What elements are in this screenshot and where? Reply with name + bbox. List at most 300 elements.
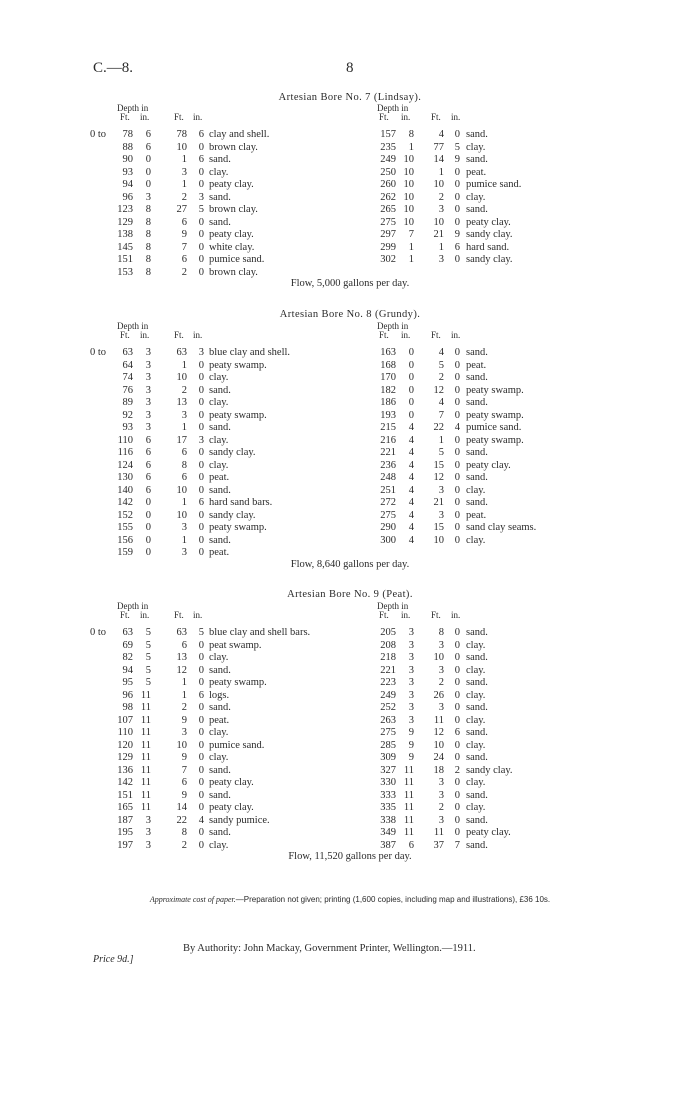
in-label: in.	[401, 330, 411, 340]
thickness-in: 0	[454, 739, 460, 751]
ft-label: Ft.	[431, 330, 441, 340]
stratum: sand.	[466, 397, 488, 408]
depth-ft: 157	[380, 129, 396, 140]
thickness-in: 0	[454, 752, 460, 763]
thickness-in: 0	[198, 739, 204, 751]
table-row	[375, 740, 605, 753]
depth-ft: 155	[117, 522, 133, 533]
thickness-ft: 15	[433, 459, 444, 471]
depth-in: 3	[145, 372, 151, 383]
thickness-in: 0	[454, 254, 460, 265]
thickness-ft: 2	[181, 191, 187, 203]
stratum: sand.	[209, 534, 231, 546]
table-row	[375, 510, 605, 523]
depth-in: 0	[145, 522, 151, 533]
stratum: sandy clay.	[466, 229, 513, 240]
stratum: sand.	[466, 702, 488, 713]
thickness-in: 3	[198, 347, 204, 358]
depth-ft: 299	[380, 241, 396, 253]
table-row	[90, 510, 340, 523]
stratum: sand.	[209, 702, 231, 713]
depth-ft: 263	[380, 714, 396, 726]
thickness-ft: 17	[176, 434, 187, 446]
table-row	[90, 497, 340, 510]
thickness-ft: 14	[176, 802, 187, 813]
ft-label: Ft.	[379, 330, 389, 340]
table-row	[375, 460, 605, 473]
stratum: sand.	[209, 789, 231, 801]
depth-ft: 182	[380, 384, 396, 396]
table-row	[375, 229, 605, 242]
thickness-ft: 3	[438, 639, 444, 651]
stratum: peaty swamp.	[209, 677, 267, 688]
depth-in: 5	[145, 664, 151, 676]
in-label: in.	[401, 610, 411, 620]
stratum: clay.	[209, 397, 229, 408]
stratum: peaty swamp.	[209, 522, 267, 533]
thickness-in: 0	[454, 409, 460, 421]
depth-ft: 163	[380, 347, 396, 358]
thickness-ft: 10	[176, 141, 187, 153]
depth-in: 0	[408, 397, 414, 408]
table-row	[90, 360, 340, 373]
table-row	[90, 815, 340, 828]
table-row	[90, 129, 340, 142]
depth-ft: 193	[380, 409, 396, 421]
depth-ft: 221	[380, 664, 396, 676]
thickness-in: 0	[454, 664, 460, 676]
table-row	[375, 640, 605, 653]
depth-ft: 208	[380, 639, 396, 651]
depth-ft: 262	[380, 191, 396, 203]
thickness-ft: 11	[433, 714, 444, 726]
depth-ft: 221	[380, 447, 396, 458]
depth-in: 11	[140, 752, 151, 763]
ft-label: Ft.	[174, 610, 184, 620]
depth-ft: 260	[380, 179, 396, 190]
printer-authority: By Authority: John Mackay, Government Printer, Wellington.—1911.	[183, 943, 476, 954]
table-row	[90, 790, 340, 803]
depth-in: 8	[145, 266, 151, 278]
depth-ft: 333	[380, 789, 396, 801]
depth-in: 8	[145, 216, 151, 228]
depth-in: 4	[408, 422, 414, 433]
thickness-in: 0	[454, 677, 460, 688]
depth-ft: 140	[117, 484, 133, 496]
depth-in: 11	[403, 827, 414, 838]
thickness-ft: 3	[438, 509, 444, 521]
thickness-in: 3	[198, 434, 204, 446]
thickness-in: 0	[198, 447, 204, 458]
thickness-ft: 2	[438, 191, 444, 203]
depth-ft: 187	[117, 814, 133, 826]
depth-ft: 236	[380, 459, 396, 471]
thickness-ft: 13	[176, 652, 187, 663]
depth-ft: 142	[117, 497, 133, 508]
depth-in: 4	[408, 522, 414, 533]
depth-in-label: Depth in	[117, 321, 149, 331]
depth-ft: 95	[122, 677, 133, 688]
depth-in: 0	[408, 359, 414, 371]
depth-ft: 123	[117, 204, 133, 215]
stratum: peat.	[209, 547, 230, 558]
thickness-in: 0	[454, 359, 460, 371]
depth-in: 11	[140, 802, 151, 813]
depth-in: 3	[408, 677, 414, 688]
stratum: brown clay.	[209, 141, 258, 153]
thickness-ft: 3	[438, 204, 444, 215]
stratum: clay.	[209, 166, 229, 178]
thickness-ft: 22	[176, 814, 187, 826]
thickness-ft: 5	[438, 447, 444, 458]
depth-in: 4	[408, 447, 414, 458]
thickness-in: 0	[198, 639, 204, 651]
depth-ft: 98	[122, 702, 133, 713]
depth-in: 11	[140, 689, 151, 701]
in-label: in.	[451, 330, 461, 340]
depth-in: 11	[140, 777, 151, 788]
depth-ft: 120	[117, 739, 133, 751]
thickness-in: 0	[198, 839, 204, 851]
ft-label: Ft.	[174, 330, 184, 340]
stratum: clay.	[466, 689, 486, 701]
depth-ft: 349	[380, 827, 396, 838]
depth-ft: 159	[117, 547, 133, 558]
depth-ft: 335	[380, 802, 396, 813]
cost-footnote	[0, 895, 700, 904]
thickness-ft: 3	[181, 522, 187, 533]
depth-in: 8	[145, 254, 151, 265]
depth-in: 1	[408, 254, 414, 265]
in-label: in.	[140, 330, 150, 340]
table-row	[90, 142, 340, 155]
stratum: peaty swamp.	[466, 409, 524, 421]
depth-ft: 153	[117, 266, 133, 278]
stratum: sand.	[466, 447, 488, 458]
depth-in: 3	[408, 664, 414, 676]
thickness-ft: 2	[181, 702, 187, 713]
thickness-in: 0	[198, 702, 204, 713]
depth-in: 10	[403, 179, 414, 190]
thickness-ft: 8	[181, 827, 187, 838]
flow-rate: Flow, 11,520 gallons per day.	[288, 851, 412, 862]
stratum: clay.	[466, 639, 486, 651]
thickness-in: 6	[198, 129, 204, 140]
thickness-ft: 1	[181, 359, 187, 371]
depth-in: 11	[140, 789, 151, 801]
table-row	[90, 242, 340, 255]
depth-in: 3	[408, 689, 414, 701]
depth-in: 3	[145, 347, 151, 358]
depth-in: 0	[408, 409, 414, 421]
depth-in-label: Depth in	[117, 601, 149, 611]
thickness-ft: 14	[433, 154, 444, 165]
depth-in: 6	[145, 434, 151, 446]
table-row	[90, 640, 340, 653]
thickness-in: 0	[454, 522, 460, 533]
thickness-in: 0	[198, 359, 204, 371]
depth-ft: 152	[117, 509, 133, 521]
thickness-in: 0	[454, 814, 460, 826]
thickness-in: 0	[454, 509, 460, 521]
depth-ft: 309	[380, 752, 396, 763]
stratum: sandy clay.	[466, 254, 513, 265]
depth-in: 8	[145, 204, 151, 215]
stratum: clay.	[466, 484, 486, 496]
depth-in-label: Depth in	[377, 321, 409, 331]
thickness-ft: 1	[438, 241, 444, 253]
column-header	[375, 104, 605, 129]
depth-in: 11	[140, 764, 151, 776]
stratum: sand.	[466, 347, 488, 358]
depth-ft: 275	[380, 216, 396, 228]
depth-in: 8	[145, 241, 151, 253]
depth-ft: 69	[122, 639, 133, 651]
stratum: clay.	[466, 739, 486, 751]
thickness-ft: 9	[181, 752, 187, 763]
thickness-in: 0	[198, 777, 204, 788]
stratum: sand.	[466, 129, 488, 140]
thickness-ft: 2	[181, 839, 187, 851]
table-row	[90, 485, 340, 498]
stratum: white clay.	[209, 241, 255, 253]
thickness-ft: 6	[181, 216, 187, 228]
depth-ft: 138	[117, 229, 133, 240]
thickness-in: 0	[454, 497, 460, 508]
table-row	[90, 777, 340, 790]
thickness-ft: 9	[181, 714, 187, 726]
depth-in: 9	[408, 727, 414, 738]
thickness-in: 0	[454, 166, 460, 178]
depth-ft: 156	[117, 534, 133, 546]
stratum: peaty swamp.	[466, 434, 524, 446]
table-row	[375, 254, 605, 267]
thickness-ft: 3	[438, 814, 444, 826]
stratum: pumice sand.	[209, 254, 265, 265]
bore-title: Artesian Bore No. 8 (Grundy).	[279, 309, 421, 320]
thickness-ft: 2	[438, 677, 444, 688]
depth-ft: 63	[122, 627, 133, 638]
stratum: sand clay seams.	[466, 522, 537, 533]
table-row	[375, 535, 605, 548]
table-row	[375, 410, 605, 423]
table-row	[375, 522, 605, 535]
depth-in: 4	[408, 472, 414, 483]
thickness-ft: 63	[176, 347, 187, 358]
table-row	[90, 192, 340, 205]
stratum: sand.	[209, 191, 231, 203]
thickness-in: 0	[454, 347, 460, 358]
table-row	[90, 154, 340, 167]
table-row	[375, 827, 605, 840]
depth-in: 3	[145, 397, 151, 408]
table-row	[375, 777, 605, 790]
depth-in: 0	[145, 497, 151, 508]
depth-ft: 64	[122, 359, 133, 371]
depth-ft: 88	[122, 141, 133, 153]
column-header	[90, 104, 340, 129]
ft-label: Ft.	[379, 610, 389, 620]
depth-in: 10	[403, 191, 414, 203]
thickness-ft: 8	[181, 459, 187, 471]
right-column	[375, 602, 605, 852]
thickness-in: 0	[454, 216, 460, 228]
depth-ft: 89	[122, 397, 133, 408]
table-row	[90, 410, 340, 423]
thickness-ft: 1	[181, 154, 187, 165]
thickness-ft: 7	[181, 241, 187, 253]
thickness-ft: 2	[181, 266, 187, 278]
column-header	[375, 602, 605, 627]
stratum: sand.	[209, 422, 231, 433]
depth-ft: 205	[380, 627, 396, 638]
depth-ft: 110	[117, 434, 133, 446]
thickness-in: 0	[198, 179, 204, 190]
table-row	[90, 385, 340, 398]
stratum: brown clay.	[209, 204, 258, 215]
depth-ft: 63	[122, 347, 133, 358]
thickness-in: 0	[454, 484, 460, 496]
table-row	[375, 435, 605, 448]
thickness-ft: 63	[176, 627, 187, 638]
depth-in: 3	[145, 827, 151, 838]
thickness-in: 0	[198, 764, 204, 776]
depth-ft: 249	[380, 689, 396, 701]
thickness-ft: 3	[438, 484, 444, 496]
thickness-ft: 6	[181, 777, 187, 788]
thickness-in: 0	[454, 472, 460, 483]
depth-in: 6	[145, 447, 151, 458]
depth-in: 5	[145, 639, 151, 651]
depth-ft: 168	[380, 359, 396, 371]
table-row	[90, 422, 340, 435]
depth-ft: 265	[380, 204, 396, 215]
thickness-in: 6	[198, 497, 204, 508]
thickness-in: 0	[454, 191, 460, 203]
depth-in: 6	[145, 129, 151, 140]
table-row	[90, 460, 340, 473]
stratum: sand.	[466, 789, 488, 801]
depth-in-label: Depth in	[117, 103, 149, 113]
thickness-in: 0	[198, 409, 204, 421]
table-row	[90, 535, 340, 548]
table-row	[90, 765, 340, 778]
depth-ft: 124	[117, 459, 133, 471]
depth-ft: 107	[117, 714, 133, 726]
thickness-ft: 9	[181, 789, 187, 801]
stratum: peaty clay.	[466, 216, 511, 228]
depth-ft: 96	[122, 191, 133, 203]
stratum: peat swamp.	[209, 639, 262, 651]
stratum: blue clay and shell bars.	[209, 627, 311, 638]
table-row	[375, 765, 605, 778]
table-row	[375, 715, 605, 728]
document-code: C.—8.	[93, 60, 134, 76]
depth-ft: 197	[117, 839, 133, 851]
depth-ft: 250	[380, 166, 396, 178]
depth-ft: 249	[380, 154, 396, 165]
depth-in: 3	[145, 384, 151, 396]
thickness-in: 0	[198, 789, 204, 801]
depth-ft: 129	[117, 216, 133, 228]
depth-in: 3	[408, 714, 414, 726]
table-row	[375, 372, 605, 385]
thickness-ft: 2	[438, 802, 444, 813]
depth-in-label: Depth in	[377, 103, 409, 113]
thickness-in: 0	[198, 714, 204, 726]
thickness-in: 9	[454, 154, 460, 165]
depth-in: 10	[403, 204, 414, 215]
thickness-in: 0	[198, 141, 204, 153]
table-row	[90, 372, 340, 385]
thickness-ft: 3	[438, 254, 444, 265]
depth-in: 3	[408, 702, 414, 713]
table-row	[375, 154, 605, 167]
in-label: in.	[401, 112, 411, 122]
depth-ft: 327	[380, 764, 396, 776]
table-row	[375, 385, 605, 398]
thickness-in: 0	[454, 179, 460, 190]
thickness-in: 0	[198, 384, 204, 396]
depth-in: 4	[408, 509, 414, 521]
depth-in: 6	[145, 459, 151, 471]
column-header	[90, 602, 340, 627]
stratum: peaty swamp.	[209, 409, 267, 421]
thickness-in: 6	[454, 727, 460, 738]
stratum: sandy clay.	[209, 447, 256, 458]
table-row	[375, 422, 605, 435]
thickness-ft: 1	[438, 166, 444, 178]
right-column	[375, 322, 605, 547]
stratum: peat.	[466, 359, 487, 371]
depth-in: 3	[145, 191, 151, 203]
ft-label: Ft.	[120, 610, 130, 620]
thickness-in: 0	[454, 534, 460, 546]
thickness-ft: 1	[438, 434, 444, 446]
thickness-in: 0	[198, 752, 204, 763]
thickness-ft: 6	[181, 472, 187, 483]
depth-ft: 330	[380, 777, 396, 788]
bore-title: Artesian Bore No. 7 (Lindsay).	[278, 92, 422, 103]
stratum: sand.	[466, 752, 488, 763]
table-row	[375, 204, 605, 217]
depth-ft: 275	[380, 509, 396, 521]
thickness-ft: 12	[433, 384, 444, 396]
depth-ft: 195	[117, 827, 133, 838]
depth-in: 4	[408, 497, 414, 508]
thickness-in: 0	[198, 677, 204, 688]
stratum: logs.	[209, 689, 230, 701]
thickness-ft: 9	[181, 229, 187, 240]
depth-in: 3	[145, 359, 151, 371]
stratum: sand.	[466, 677, 488, 688]
depth-in: 6	[145, 141, 151, 153]
stratum: sand.	[466, 727, 488, 738]
table-row	[90, 677, 340, 690]
depth-ft: 272	[380, 497, 396, 508]
depth-ft: 251	[380, 484, 396, 496]
stratum: sandy pumice.	[209, 814, 270, 826]
table-row	[375, 690, 605, 703]
depth-ft: 116	[117, 447, 133, 458]
range-prefix: 0 to	[90, 347, 107, 358]
thickness-ft: 10	[433, 179, 444, 190]
thickness-in: 0	[454, 129, 460, 140]
depth-in: 0	[408, 372, 414, 383]
depth-in: 11	[140, 739, 151, 751]
depth-in: 9	[408, 752, 414, 763]
thickness-ft: 3	[181, 166, 187, 178]
